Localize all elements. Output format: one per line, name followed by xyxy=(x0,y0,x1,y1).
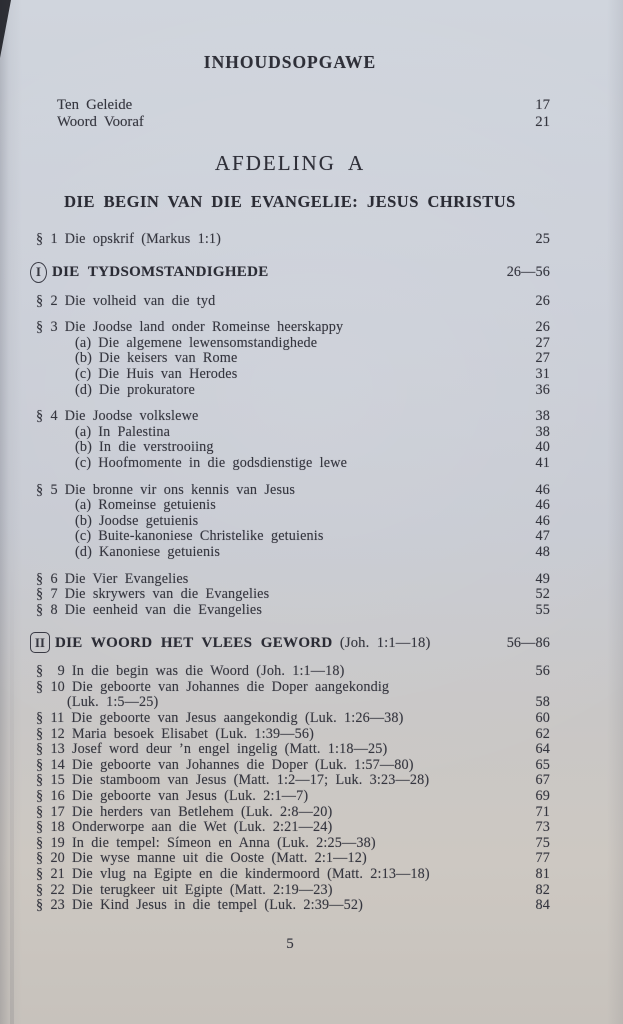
toc-row-page: 56—86 xyxy=(506,634,550,651)
toc-row-page: 25 xyxy=(535,231,550,247)
toc-row xyxy=(30,529,550,545)
toc-row-page: 26 xyxy=(535,319,550,336)
toc-row-label: Die opskrif (Markus 1:1) xyxy=(64,231,222,247)
toc-row xyxy=(30,514,550,530)
toc-row-marker: § 14 xyxy=(36,756,65,773)
toc-list xyxy=(30,232,550,914)
toc-row-text xyxy=(98,425,494,441)
toc-row-text xyxy=(72,742,494,758)
toc-row xyxy=(30,336,550,352)
toc-row-page: 27 xyxy=(535,350,550,367)
toc-row-text xyxy=(72,773,494,789)
toc-row-page: 41 xyxy=(535,454,550,471)
toc-row-label: Die Joodse volkslewe xyxy=(64,408,199,425)
toc-row-marker: (d) xyxy=(75,543,92,560)
toc-row-text xyxy=(67,695,494,711)
toc-row-page: 67 xyxy=(535,772,550,789)
toc-row-marker: § 11 xyxy=(36,710,65,727)
front-row-page: 21 xyxy=(535,114,550,130)
toc-row-label: Die algemene lewensomstandighede xyxy=(98,334,318,351)
toc-row-page: 52 xyxy=(535,586,550,603)
toc-row-label: Kanoniese getuienis xyxy=(99,543,220,560)
toc-row-text xyxy=(65,294,494,310)
toc-row-page: 26 xyxy=(535,292,550,309)
toc-row-marker: (b) xyxy=(75,512,92,529)
toc-row-page: 27 xyxy=(535,334,550,351)
toc-row-page: 81 xyxy=(535,866,550,882)
toc-row-page: 38 xyxy=(535,408,550,425)
toc-row xyxy=(30,351,550,367)
toc-row-text xyxy=(71,711,494,727)
toc-row-text xyxy=(72,727,494,743)
toc-row xyxy=(30,695,550,711)
toc-row xyxy=(30,425,550,441)
toc-row-marker: (b) xyxy=(75,439,92,456)
front-row-label: Woord Vooraf xyxy=(57,114,144,130)
toc-row-label: Hoofmomente in die godsdienstige lewe xyxy=(98,454,348,471)
toc-row-text xyxy=(98,529,494,545)
toc-row xyxy=(30,572,550,588)
toc-row xyxy=(30,232,550,248)
toc-row-label: Die bronne vir ons kennis van Jesus xyxy=(64,481,296,498)
section-subtitle: DIE BEGIN VAN DIE EVANGELIE: JESUS CHRISTUS xyxy=(64,192,516,211)
toc-row-text xyxy=(65,409,494,425)
toc-row-marker: § 5 xyxy=(36,481,58,498)
toc-row-label: Josef word deur ’n engel ingelig (Matt. 1:18—25) xyxy=(71,741,388,758)
toc-row-label: Maria besoek Elisabet (Luk. 1:39—56) xyxy=(71,725,314,742)
toc-row xyxy=(30,883,550,899)
toc-row-text xyxy=(99,514,494,530)
toc-row-text xyxy=(65,232,494,248)
front-matter-row xyxy=(57,97,550,114)
toc-row-marker: § 18 xyxy=(36,819,65,836)
toc-row-page: 69 xyxy=(535,788,550,805)
toc-row-label: Die Joodse land onder Romeinse heerskappy xyxy=(64,319,344,336)
toc-row-marker: § 1 xyxy=(36,231,58,247)
front-matter-row xyxy=(57,114,550,131)
toc-row-marker: § 12 xyxy=(36,725,65,742)
toc-row xyxy=(30,294,550,310)
toc-row-marker: § 23 xyxy=(36,897,65,914)
part-number-badge: I xyxy=(30,262,47,283)
toc-row-page: 31 xyxy=(535,365,550,382)
toc-row-marker: § 20 xyxy=(36,850,65,867)
toc-row-label: Die geboorte van Jesus aangekondig (Luk. 1:26—38) xyxy=(71,710,404,727)
toc-row xyxy=(30,367,550,383)
toc-row-page: 55 xyxy=(535,601,550,618)
toc-row xyxy=(30,483,550,499)
toc-row xyxy=(30,680,550,696)
toc-row-page: 46 xyxy=(535,481,550,498)
toc-row-text xyxy=(99,545,494,561)
toc-row-text xyxy=(72,898,494,914)
toc-row-text xyxy=(98,336,494,352)
toc-row-page: 84 xyxy=(535,897,550,914)
toc-row-marker: (d) xyxy=(75,381,92,398)
toc-row-text xyxy=(72,851,494,867)
toc-row-label: DIE WOORD HET VLEES GEWORD xyxy=(55,634,333,651)
toc-row xyxy=(30,711,550,727)
toc-row-marker: § 16 xyxy=(36,788,65,805)
toc-row-page: 47 xyxy=(535,528,550,545)
toc-row-label: In die verstrooiing xyxy=(99,439,214,456)
toc-row-text xyxy=(99,351,494,367)
toc-row-marker: § 4 xyxy=(36,408,58,425)
toc-row-marker: (a) xyxy=(75,334,92,351)
toc-row-marker: (b) xyxy=(75,350,92,367)
toc-row-text xyxy=(65,572,494,588)
toc-row-text xyxy=(72,758,494,774)
toc-row xyxy=(30,440,550,456)
toc-row-page: 40 xyxy=(535,439,550,456)
toc-row-label: Die geboorte van Johannes die Doper aangekondig xyxy=(71,678,390,695)
toc-row xyxy=(30,758,550,774)
toc-row-page: 77 xyxy=(535,850,550,867)
toc-row-text xyxy=(72,680,494,696)
toc-row-label: Die wyse manne uit die Ooste (Matt. 2:1—12) xyxy=(71,850,367,867)
toc-row-text xyxy=(65,587,494,603)
toc-row xyxy=(30,820,550,836)
toc-row-page: 36 xyxy=(535,381,550,398)
toc-row xyxy=(30,805,550,821)
toc-row-page: 60 xyxy=(535,710,550,727)
toc-row xyxy=(30,867,550,883)
toc-row-page: 26—56 xyxy=(506,264,550,281)
toc-row-label: Die vlug na Egipte en die kindermoord (Matt. 2:13—18) xyxy=(71,866,430,882)
toc-row-text xyxy=(72,867,494,883)
toc-row-marker: § 2 xyxy=(36,292,58,309)
toc-row xyxy=(30,456,550,472)
toc-row-text xyxy=(72,664,494,680)
toc-row xyxy=(30,836,550,852)
toc-row xyxy=(30,727,550,743)
part-number-badge: II xyxy=(30,632,50,653)
toc-row-label: Die prokuratore xyxy=(99,381,195,398)
toc-row xyxy=(30,851,550,867)
toc-row-page: 71 xyxy=(535,803,550,820)
toc-row-marker: § 13 xyxy=(36,741,65,758)
toc-row-marker: § 17 xyxy=(36,803,65,820)
toc-row xyxy=(30,632,550,653)
toc-row-label: DIE TYDSOMSTANDIGHEDE xyxy=(52,264,269,281)
toc-row-page: 62 xyxy=(535,725,550,742)
toc-row xyxy=(30,498,550,514)
toc-row-label: Die geboorte van Jesus (Luk. 2:1—7) xyxy=(71,788,309,805)
toc-row-marker: § 7 xyxy=(36,586,58,603)
toc-row-label: In die begin was die Woord (Joh. 1:1—18) xyxy=(71,663,345,680)
toc-row xyxy=(30,587,550,603)
toc-row xyxy=(30,664,550,680)
toc-row-marker: § 21 xyxy=(36,866,65,882)
toc-row-label: Die terugkeer uit Egipte (Matt. 2:19—23) xyxy=(71,881,333,898)
toc-row-label: Joodse getuienis xyxy=(99,512,199,529)
toc-row-page: 64 xyxy=(535,741,550,758)
toc-row-label: Buite-kanoniese Christelike getuienis xyxy=(98,528,324,545)
toc-row-label: Die skrywers van die Evangelies xyxy=(64,586,270,603)
toc-row-page: 46 xyxy=(535,512,550,529)
toc-row-label: In die tempel: Símeon en Anna (Luk. 2:25—38) xyxy=(71,834,376,851)
toc-row-label: Die Vier Evangelies xyxy=(64,570,189,587)
toc-row-text xyxy=(72,805,494,821)
toc-row-page: 49 xyxy=(535,570,550,587)
toc-row-label: Die eenheid van die Evangelies xyxy=(64,601,263,618)
toc-row-page: 75 xyxy=(535,834,550,851)
toc-row xyxy=(30,383,550,399)
toc-row-text xyxy=(65,603,494,619)
toc-row-label: Onderworpe aan die Wet (Luk. 2:21—24) xyxy=(71,819,333,836)
toc-row-label: Die keisers van Rome xyxy=(99,350,238,367)
toc-row xyxy=(30,320,550,336)
toc-row-page: 82 xyxy=(535,881,550,898)
toc-row xyxy=(30,262,550,283)
toc-row-marker: (c) xyxy=(75,528,92,545)
toc-row-text xyxy=(98,498,494,514)
toc-row-suffix: (Joh. 1:1—18) xyxy=(332,634,431,651)
toc-row xyxy=(30,545,550,561)
toc-row-label: Die herders van Betlehem (Luk. 2:8—20) xyxy=(71,803,333,820)
toc-row-marker: § 9 xyxy=(36,663,65,680)
front-matter xyxy=(57,97,550,131)
front-row-page: 17 xyxy=(535,97,550,113)
toc-row-text xyxy=(65,483,494,499)
toc-row-marker: § 10 xyxy=(36,678,65,695)
toc-row-marker: § 22 xyxy=(36,881,65,898)
toc-row-page: 48 xyxy=(535,543,550,560)
toc-row-text xyxy=(98,456,494,472)
toc-row-marker: § 8 xyxy=(36,601,58,618)
toc-row-label: Die Huis van Herodes xyxy=(98,365,238,382)
toc-row-page: 38 xyxy=(535,423,550,440)
toc-row-label: Die geboorte van Johannes die Doper (Luk. 1:57—80) xyxy=(71,756,414,773)
toc-row-marker: § 15 xyxy=(36,772,65,789)
page-title: INHOUDSOPGAWE xyxy=(203,52,377,72)
toc-row-marker: § 19 xyxy=(36,834,65,851)
toc-row-page: 73 xyxy=(535,819,550,836)
toc-row-marker: (a) xyxy=(75,423,92,440)
toc-row-marker: (c) xyxy=(75,365,92,382)
toc-row-text xyxy=(65,320,494,336)
page-number: 5 xyxy=(286,935,294,952)
toc-row-marker: (a) xyxy=(75,497,92,514)
toc-row xyxy=(30,409,550,425)
toc-row-text xyxy=(72,883,494,899)
toc-row-marker: (c) xyxy=(75,454,92,471)
toc-row-text xyxy=(52,265,494,281)
toc-row-text xyxy=(55,636,494,652)
toc-row-label: Die Kind Jesus in die tempel (Luk. 2:39—52) xyxy=(71,897,363,914)
toc-row-text xyxy=(72,820,494,836)
toc-row-text xyxy=(99,440,494,456)
toc-row-page: 65 xyxy=(535,756,550,773)
toc-row-label: In Palestina xyxy=(98,423,171,440)
front-row-label: Ten Geleide xyxy=(57,97,133,113)
toc-row-page: 58 xyxy=(535,694,550,711)
toc-row-label: (Luk. 1:5—25) xyxy=(67,694,159,711)
toc-row-label: Romeinse getuienis xyxy=(98,497,216,514)
toc-row-text xyxy=(72,836,494,852)
toc-row-page: 46 xyxy=(535,497,550,514)
toc-row xyxy=(30,773,550,789)
toc-row-page: 56 xyxy=(535,663,550,680)
toc-row-marker xyxy=(30,632,50,653)
toc-row xyxy=(30,742,550,758)
toc-row-marker: § 3 xyxy=(36,319,58,336)
toc-row-marker xyxy=(30,262,47,283)
toc-row xyxy=(30,789,550,805)
toc-row-text xyxy=(98,367,494,383)
toc-row-marker: § 6 xyxy=(36,570,58,587)
toc-row xyxy=(30,898,550,914)
toc-row-text xyxy=(72,789,494,805)
toc-row-label: Die volheid van die tyd xyxy=(64,292,216,309)
section-heading: AFDELING A xyxy=(214,151,366,175)
toc-row-text xyxy=(99,383,494,399)
toc-row xyxy=(30,603,550,619)
toc-row-label: Die stamboom van Jesus (Matt. 1:2—17; Luk. 3:23—28) xyxy=(71,772,430,789)
